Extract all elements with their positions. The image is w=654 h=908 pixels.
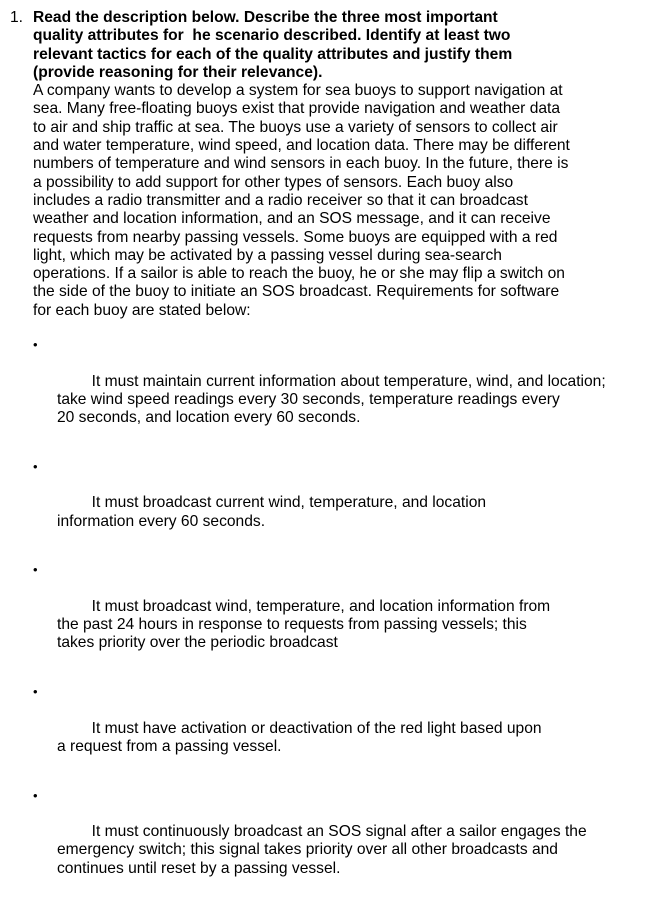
scenario-description: A company wants to develop a system for sea buoys to support navigation at sea. Many free-floating buoys exist that provide navigation and weather data to air and ship traffic at sea. The buoys use a variety of sensors to collect air and water temperature, wind speed, and location data. There may be different numbers of temperature and wind sensors in each buoy. In the future, there is a possibility to add support for other types of sensors. Each buoy also includes a radio transmitter and a radio receiver so that it can broadcast weather and location information, and an SOS message, and it can receive requests from nearby passing vessels. Some buoys are equipped with a red light, which may be activated by a passing vessel during sea-search operations. If a sailor is able to reach the buoy, he or she may flip a switch on the side of the buoy to initiate an SOS broadcast. Requirements for software for each buoy are stated below: (33, 82, 570, 319)
question-body (33, 9, 645, 877)
requirement-item (33, 683, 645, 774)
requirement-text: It must maintain current information about temperature, wind, and location; take wind speed readings every 30 seconds, temperature readings every 20 seconds, and location every 60 seconds. (57, 372, 606, 427)
requirement-text: It must continuously broadcast an SOS signal after a sailor engages the emergency switch; this signal takes priority over all other broadcasts and continues until reset by a passing vessel. (57, 823, 587, 877)
requirement-item (33, 458, 645, 549)
requirement-item (33, 336, 645, 446)
bullet-icon: • (33, 562, 38, 578)
requirements-list (33, 336, 645, 908)
requirement-text: It must broadcast current wind, temperature, and location information every 60 seconds. (57, 494, 487, 530)
bullet-icon: • (33, 787, 38, 803)
requirement-text: It must have activation or deactivation of the red light based upon a request from a passing vessel. (57, 719, 542, 755)
question-title: Read the description below. Describe the three most important quality attributes for he scenario described. Identify at least two relevant tactics for each of the quality attributes and justify them (provide reasoning for their relevance). (33, 9, 513, 81)
bullet-icon: • (33, 458, 38, 474)
bullet-icon: • (33, 684, 38, 700)
requirement-text: It must broadcast wind, temperature, and location information from the past 24 hours in response to requests from passing vessels; this takes priority over the periodic broadcast (57, 597, 551, 652)
requirement-item (33, 787, 645, 897)
question-number: 1. (10, 9, 24, 26)
requirement-item (33, 561, 645, 671)
bullet-icon: • (33, 337, 38, 352)
